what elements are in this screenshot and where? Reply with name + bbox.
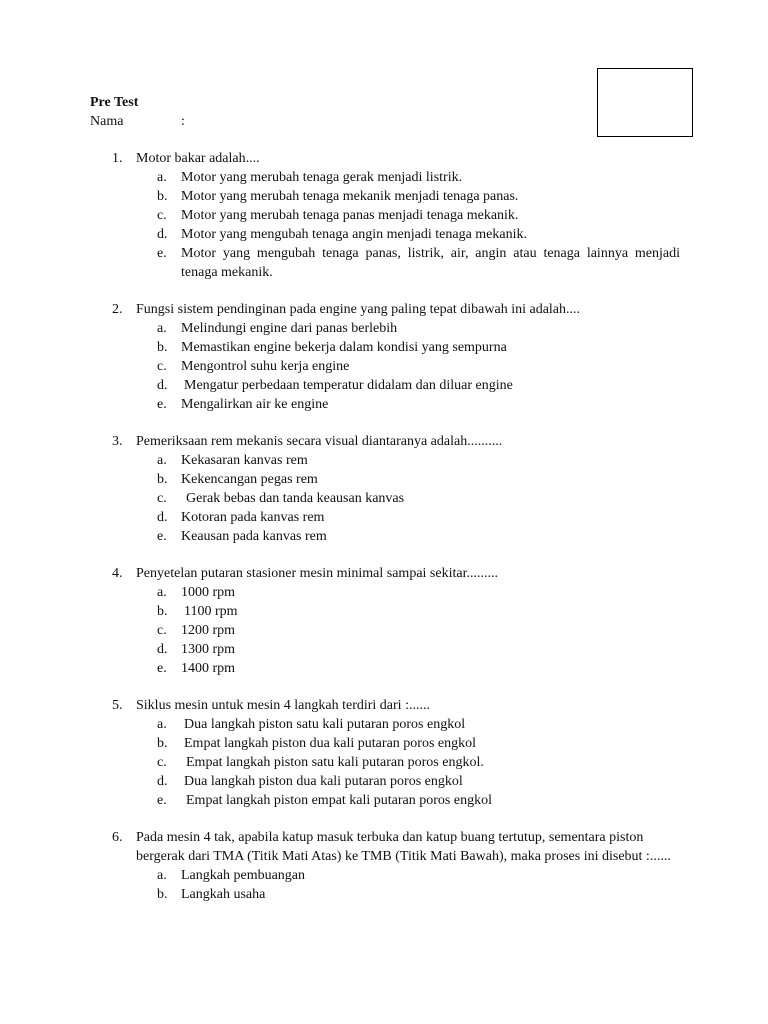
option-letter: e. (157, 661, 167, 676)
option-letter: a. (157, 717, 167, 732)
option-item (90, 357, 680, 376)
question-text: Penyetelan putaran stasioner mesin minimal sampai sekitar......... (136, 566, 498, 581)
option-letter: d. (157, 378, 168, 393)
question-text: Motor bakar adalah.... (136, 151, 260, 166)
option-letter: b. (157, 340, 168, 355)
option-item (90, 866, 680, 885)
option-letter: d. (157, 774, 168, 789)
option-item (90, 753, 680, 772)
name-field-row (90, 112, 290, 131)
option-item (90, 187, 680, 206)
option-letter: b. (157, 604, 168, 619)
option-item (90, 470, 680, 489)
question-number: 2. (112, 302, 123, 317)
question-text: Pemeriksaan rem mekanis secara visual diantaranya adalah.......... (136, 434, 503, 449)
option-text: Motor yang merubah tenaga panas menjadi tenaga mekanik. (181, 208, 519, 223)
option-text: Kotoran pada kanvas rem (181, 510, 325, 525)
question-2 (90, 300, 680, 414)
option-text: 1100 rpm (184, 604, 238, 619)
option-letter: a. (157, 170, 167, 185)
question-1 (90, 149, 680, 282)
option-letter: c. (157, 755, 167, 770)
option-item (90, 451, 680, 470)
option-text: Mengalirkan air ke engine (181, 397, 329, 412)
question-number: 5. (112, 698, 123, 713)
question-6 (90, 828, 680, 904)
option-text: Keausan pada kanvas rem (181, 529, 327, 544)
option-item (90, 583, 680, 602)
option-letter: e. (157, 246, 167, 261)
option-item (90, 395, 680, 414)
option-text: Gerak bebas dan tanda keausan kanvas (186, 491, 405, 506)
option-item (90, 640, 680, 659)
option-item (90, 527, 680, 546)
option-text: Motor yang merubah tenaga gerak menjadi listrik. (181, 170, 463, 185)
option-item (90, 168, 680, 187)
option-item (90, 772, 680, 791)
question-number: 3. (112, 434, 123, 449)
option-list (90, 866, 680, 904)
option-letter: a. (157, 868, 167, 883)
option-item (90, 489, 680, 508)
option-text: Mengatur perbedaan temperatur didalam dan diluar engine (184, 378, 513, 393)
option-text: Dua langkah piston satu kali putaran poros engkol (184, 717, 466, 732)
option-letter: d. (157, 510, 168, 525)
question-text: Pada mesin 4 tak, apabila katup masuk terbuka dan katup buang tertutup, sementara piston bergerak dari TMA (Titik Mati Atas) ke TMB (Titik Mati Bawah), maka proses ini disebut :...... (136, 830, 671, 864)
option-item (90, 244, 680, 282)
name-label: Nama (90, 114, 124, 129)
question-number: 1. (112, 151, 123, 166)
option-letter: d. (157, 642, 168, 657)
option-letter: a. (157, 453, 167, 468)
option-list (90, 583, 680, 678)
option-letter: a. (157, 585, 167, 600)
option-list (90, 451, 680, 546)
option-text: Langkah pembuangan (181, 868, 306, 883)
option-letter: b. (157, 736, 168, 751)
option-item (90, 338, 680, 357)
option-text: Melindungi engine dari panas berlebih (181, 321, 398, 336)
option-item (90, 621, 680, 640)
question-text: Fungsi sistem pendinginan pada engine yang paling tepat dibawah ini adalah.... (136, 302, 581, 317)
option-text: Empat langkah piston empat kali putaran poros engkol (186, 793, 492, 808)
option-text: Memastikan engine bekerja dalam kondisi yang sempurna (181, 340, 507, 355)
option-list (90, 715, 680, 810)
question-list (90, 149, 680, 922)
score-box (597, 68, 693, 137)
option-letter: e. (157, 529, 167, 544)
option-letter: e. (157, 793, 167, 808)
option-item (90, 508, 680, 527)
option-item (90, 791, 680, 810)
option-text: Empat langkah piston satu kali putaran poros engkol. (186, 755, 484, 770)
option-letter: b. (157, 472, 168, 487)
option-list (90, 319, 680, 414)
option-item (90, 376, 680, 395)
option-list (90, 168, 680, 282)
question-number: 4. (112, 566, 123, 581)
option-text: 1300 rpm (181, 642, 236, 657)
option-text: Motor yang merubah tenaga mekanik menjadi tenaga panas. (181, 189, 519, 204)
name-colon: : (181, 114, 185, 129)
option-letter: d. (157, 227, 168, 242)
page-title: Pre Test (90, 95, 139, 110)
option-letter: b. (157, 887, 168, 902)
option-item (90, 734, 680, 753)
option-text: Dua langkah piston dua kali putaran poros engkol (184, 774, 463, 789)
option-text: Motor yang mengubah tenaga panas, listrik, air, angin atau tenaga lainnya menjadi tenaga mekanik. (181, 246, 680, 280)
option-letter: c. (157, 359, 167, 374)
option-item (90, 225, 680, 244)
option-letter: e. (157, 397, 167, 412)
question-4 (90, 564, 680, 678)
option-text: 1000 rpm (181, 585, 236, 600)
option-item (90, 602, 680, 621)
option-text: Mengontrol suhu kerja engine (181, 359, 350, 374)
option-text: Kekasaran kanvas rem (181, 453, 308, 468)
option-text: Motor yang mengubah tenaga angin menjadi tenaga mekanik. (181, 227, 528, 242)
option-item (90, 319, 680, 338)
option-letter: a. (157, 321, 167, 336)
option-text: Langkah usaha (181, 887, 266, 902)
option-text: Kekencangan pegas rem (181, 472, 318, 487)
option-item (90, 885, 680, 904)
question-5 (90, 696, 680, 810)
option-item (90, 206, 680, 225)
option-letter: c. (157, 623, 167, 638)
option-text: 1200 rpm (181, 623, 236, 638)
option-letter: c. (157, 491, 167, 506)
option-item (90, 715, 680, 734)
option-letter: c. (157, 208, 167, 223)
question-number: 6. (112, 830, 123, 845)
option-letter: b. (157, 189, 168, 204)
option-text: 1400 rpm (181, 661, 236, 676)
question-text: Siklus mesin untuk mesin 4 langkah terdiri dari :...... (136, 698, 430, 713)
option-text: Empat langkah piston dua kali putaran poros engkol (184, 736, 476, 751)
question-3 (90, 432, 680, 546)
option-item (90, 659, 680, 678)
